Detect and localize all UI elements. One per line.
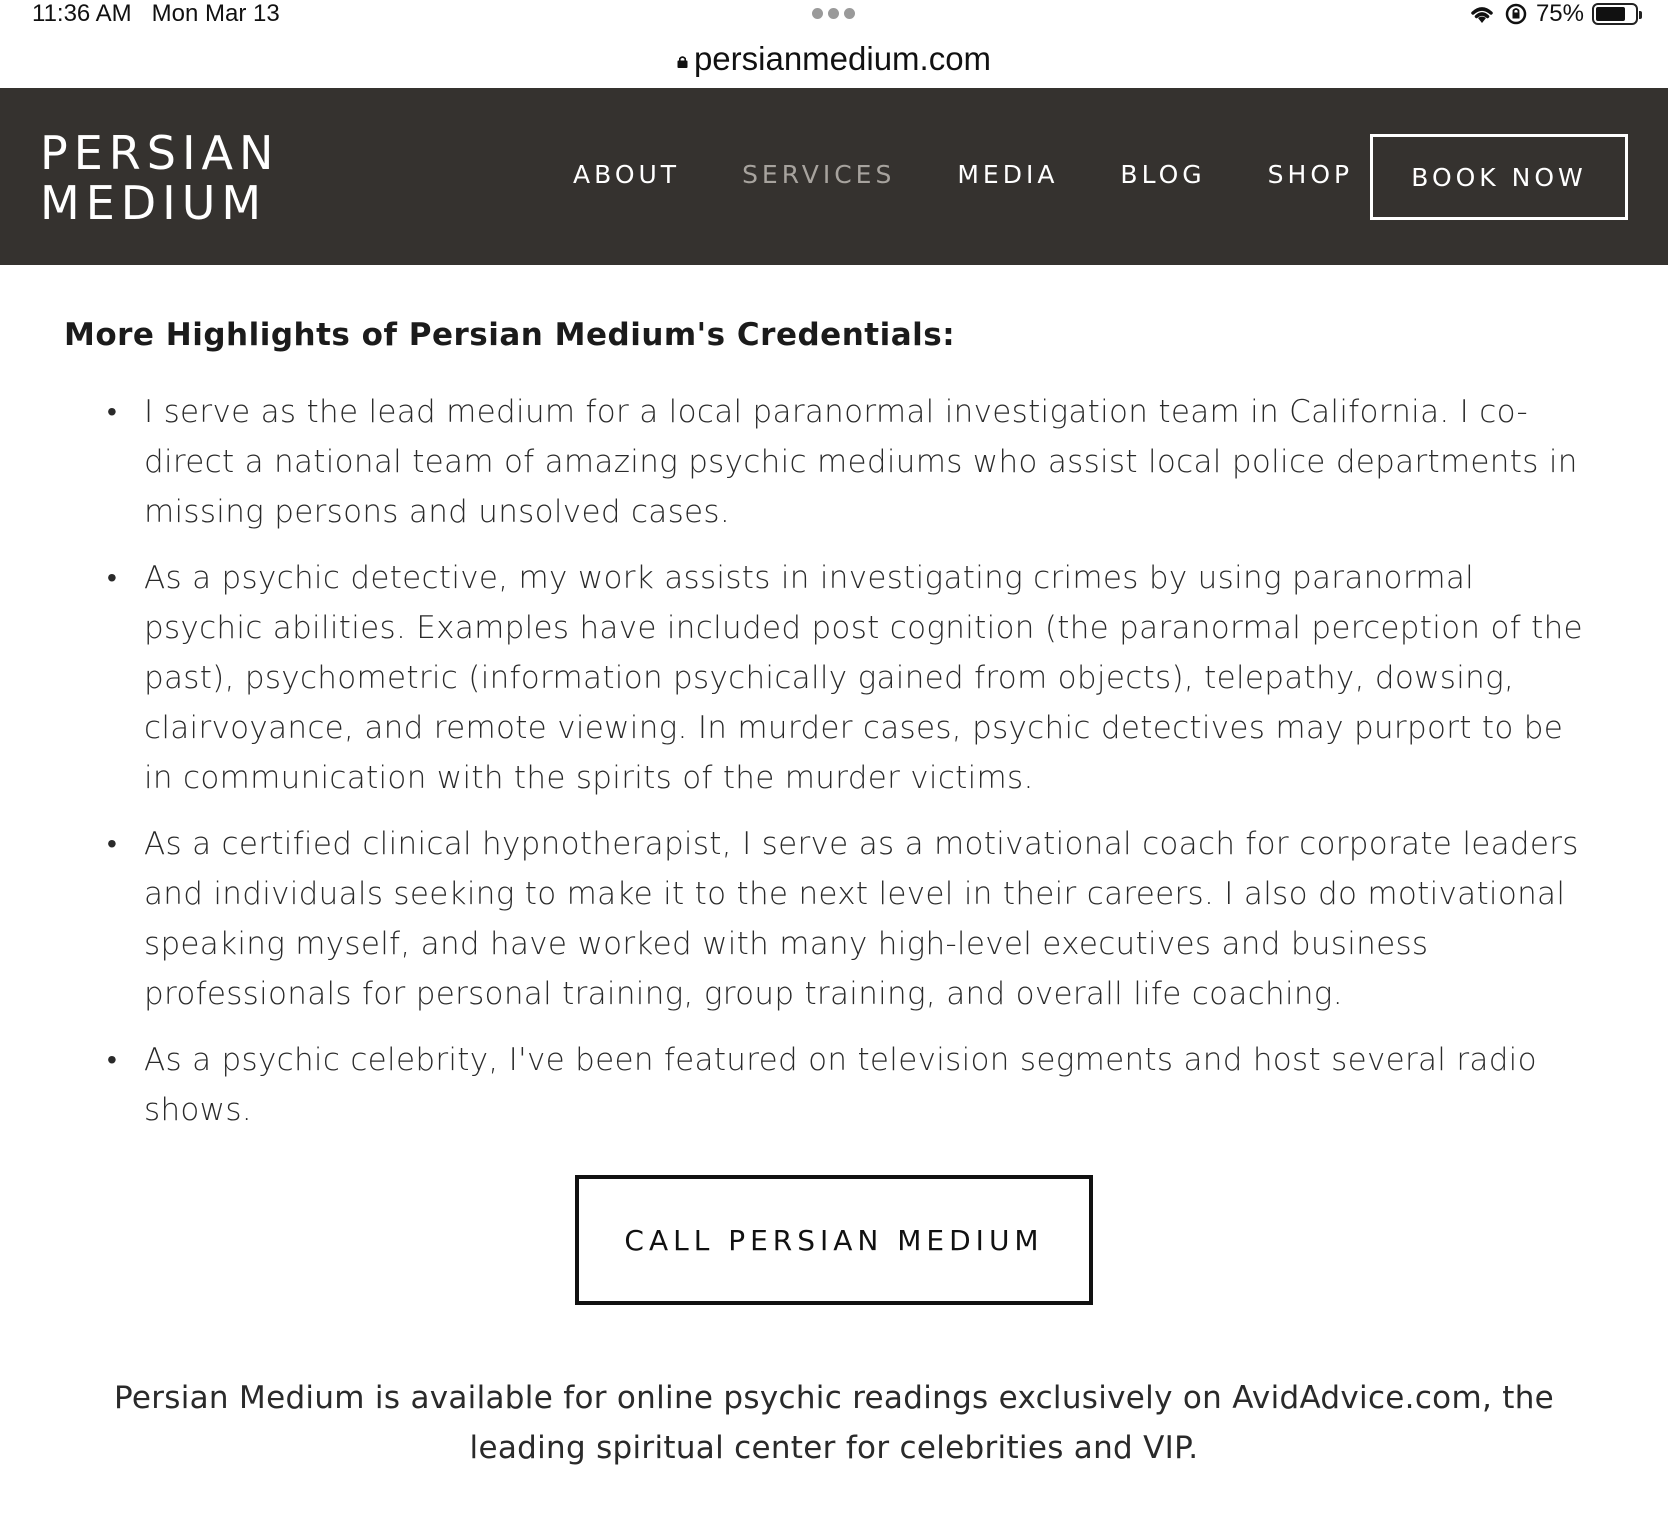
bullet-icon: • (107, 1043, 118, 1076)
nav-media[interactable]: MEDIA (957, 160, 1059, 189)
credentials-heading: More Highlights of Persian Medium's Credentials: (64, 317, 956, 353)
status-time-text: 11:36 AM (32, 0, 132, 27)
bullet-icon: • (107, 395, 118, 428)
book-now-button[interactable]: BOOK NOW (1370, 134, 1628, 220)
wifi-icon (1468, 3, 1496, 25)
list-item (0, 553, 1668, 803)
site-logo[interactable] (40, 128, 279, 228)
bullet-icon: • (107, 561, 118, 594)
orientation-lock-icon (1504, 2, 1528, 26)
battery-fill (1596, 7, 1625, 21)
logo-line1: PERSIAN (40, 126, 280, 180)
bullet-icon: • (107, 827, 118, 860)
status-time (32, 0, 280, 28)
battery-icon (1592, 3, 1638, 25)
nav-about[interactable]: ABOUT (573, 160, 681, 189)
nav-blog[interactable]: BLOG (1120, 160, 1206, 189)
site-header (0, 88, 1668, 265)
status-bar (0, 0, 1668, 30)
main-nav (573, 160, 1415, 189)
list-item-text: As a certified clinical hypnotherapist, I serve as a motivational coach for corporate leaders and individuals seeking to make it to the next level in their careers. I also do motivational speaking myself, and have worked with many high-level executives and business professionals for personal training, group training, and overall life coaching. (144, 826, 1579, 1012)
url-text[interactable]: persianmedium.com (693, 40, 992, 77)
list-item (0, 1035, 1668, 1135)
list-item (0, 819, 1668, 1019)
footer-text: Persian Medium is available for online psychic readings exclusively on AvidAdvice.com, the leading spiritual center for celebrities and VIP. (113, 1380, 1555, 1466)
list-item-text: As a psychic detective, my work assists in investigating crimes by using paranormal psychic abilities. Examples have included post cognition (the paranormal perception of the past), psychometric (information psychically gained from objects), telepathy, dowsing, clairvoyance, and remote viewing. In murder cases, psychic detectives may purport to be in communication with the spirits of the murder victims. (144, 560, 1583, 796)
call-persian-medium-button[interactable]: CALL PERSIAN MEDIUM (575, 1175, 1093, 1305)
logo-line2: MEDIUM (40, 176, 268, 230)
credentials-list (0, 387, 1668, 1151)
lock-icon (677, 55, 688, 68)
status-right (1468, 0, 1638, 28)
more-dots-icon[interactable] (812, 8, 855, 19)
status-date: Mon Mar 13 (151, 0, 280, 27)
list-item-text: As a psychic celebrity, I've been featured on television segments and host several radio shows. (144, 1042, 1537, 1128)
url-bar[interactable] (0, 30, 1668, 88)
list-item (0, 387, 1668, 537)
list-item-text: I serve as the lead medium for a local paranormal investigation team in California. I co-direct a national team of amazing psychic mediums who assist local police departments in missing persons and unsolved cases. (144, 394, 1578, 530)
battery-percent: 75% (1535, 0, 1584, 27)
nav-shop[interactable]: SHOP (1267, 160, 1354, 189)
nav-services[interactable]: SERVICES (742, 160, 896, 189)
